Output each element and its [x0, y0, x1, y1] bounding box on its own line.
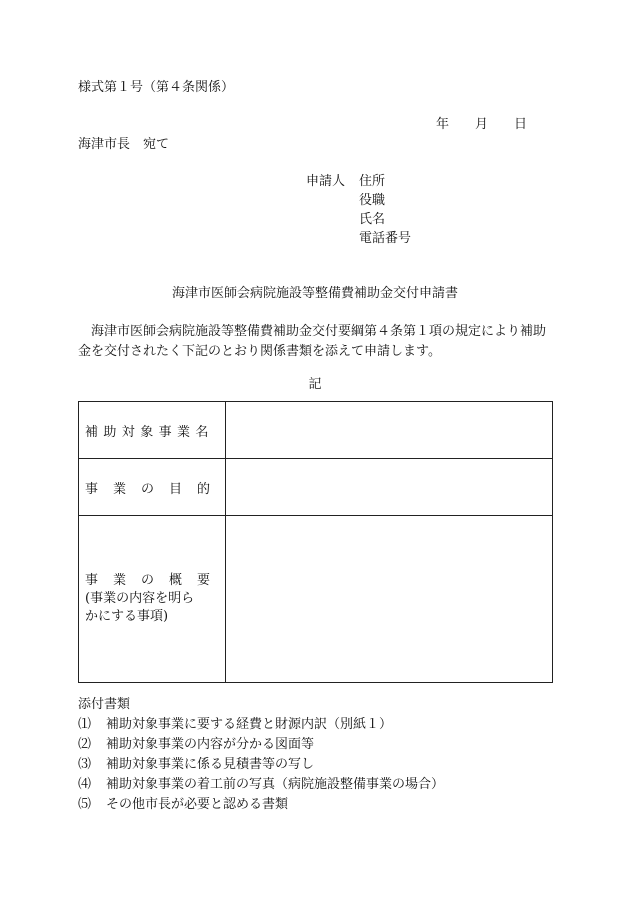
application-body-text: 海津市医師会病院施設等整備費補助金交付要綱第４条第１項の規定により補助金を交付されたく下記のとおり関係書類を添えて申請します。 — [78, 324, 547, 359]
attachment-item — [78, 797, 288, 813]
addressee: 海津市長 宛て — [78, 137, 170, 152]
attachment-number: ⑸ — [78, 797, 92, 812]
date-month: 月 — [475, 117, 489, 132]
table-row-project-name — [79, 402, 553, 459]
attachment-item — [78, 737, 314, 753]
project-purpose-label-text: 事業の目的 — [85, 481, 226, 497]
attachment-text: 補助対象事業の着工前の写真（病院施設整備事業の場合） — [106, 777, 445, 792]
document-title: 海津市医師会病院施設等整備費補助金交付申請書 — [171, 286, 458, 301]
table-row-project-purpose — [79, 459, 553, 516]
date-line — [436, 117, 527, 133]
attachment-text: 補助対象事業に要する経費と財源内訳（別紙１） — [106, 717, 393, 732]
table-row-project-summary — [79, 516, 553, 683]
applicant-address-label: 住所 — [359, 174, 386, 189]
project-name-label-text: 補助対象事業名 — [85, 424, 214, 440]
attachment-number: ⑷ — [78, 777, 92, 792]
attachment-text: その他市長が必要と認める書類 — [106, 797, 289, 812]
ki-heading: 記 — [308, 377, 322, 392]
attachment-item — [78, 717, 392, 733]
attachment-item — [78, 757, 314, 773]
project-name-label — [79, 402, 226, 459]
date-year: 年 — [436, 117, 450, 132]
details-table — [78, 401, 553, 683]
attachment-number: ⑴ — [78, 717, 92, 732]
date-day: 日 — [514, 117, 528, 132]
form-number: 様式第１号（第４条関係） — [78, 80, 235, 95]
applicant-position-label: 役職 — [359, 193, 386, 208]
attachments-title: 添付書類 — [78, 697, 131, 712]
applicant-label: 申請人 — [306, 174, 346, 189]
applicant-phone-label: 電話番号 — [359, 231, 412, 246]
attachment-text: 補助対象事業に係る見積書等の写し — [106, 757, 315, 772]
project-purpose-label — [79, 459, 226, 516]
applicant-name-label: 氏名 — [359, 212, 386, 227]
project-summary-label — [79, 516, 226, 683]
project-summary-label-line1: 事業の概要 — [85, 573, 226, 588]
attachment-item — [78, 777, 444, 793]
project-purpose-value-cell — [226, 459, 553, 516]
project-summary-value-cell — [226, 516, 553, 683]
attachment-number: ⑶ — [78, 757, 92, 772]
attachment-number: ⑵ — [78, 737, 92, 752]
attachment-text: 補助対象事業の内容が分かる図面等 — [106, 737, 315, 752]
project-summary-label-line2: (事業の内容を明ら — [85, 591, 195, 606]
project-name-value-cell — [226, 402, 553, 459]
project-summary-label-line3: かにする事項) — [85, 609, 169, 624]
